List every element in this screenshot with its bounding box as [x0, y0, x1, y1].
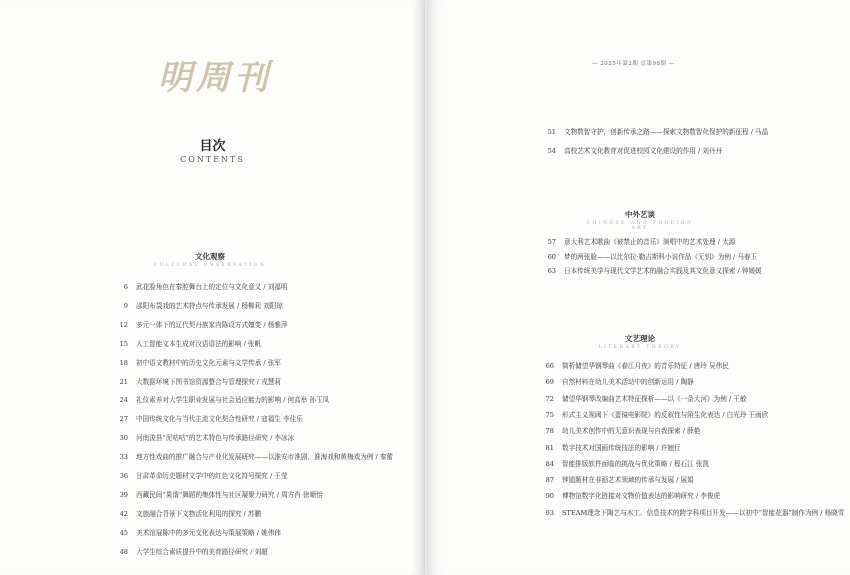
- toc-entry[interactable]: [500, 127, 768, 137]
- entry-title: 数字技术对国画传统技法的影响 / 许翘行: [562, 443, 681, 452]
- entry-page-number: 84: [545, 459, 554, 468]
- toc-entry[interactable]: [90, 358, 281, 368]
- entry-title: 智能排版软件面临的挑战与优化策略 / 程石江 张凯: [562, 459, 709, 468]
- entry-page-number: 48: [119, 547, 128, 556]
- entry-title: 多元一体下的辽代契丹族家内陈设方式嬗变 / 杨雅萍: [136, 320, 288, 329]
- toc-entry[interactable]: [470, 410, 768, 420]
- entry-title: 河南浚县“泥咕咕”的艺术特色与传承路径研究 / 李冰冰: [136, 434, 295, 443]
- entry-page-number: 12: [119, 320, 128, 329]
- toc-entry[interactable]: [90, 471, 287, 481]
- entry-title: 文物数智守护，创新传承之路——探索文物数智化保护的新征程 / 马晶: [564, 128, 769, 136]
- entry-page-number: 93: [545, 508, 554, 517]
- entry-title: 初中语文教材中的历史文化元素与文学传承 / 张军: [136, 358, 281, 367]
- entry-page-number: 81: [545, 443, 554, 452]
- entry-page-number: 30: [119, 434, 128, 443]
- entry-title: 礼仪素养对大学生职业发展与社会适应能力的影响 / 何高举 孙玉凤: [136, 396, 330, 405]
- toc-entry[interactable]: [470, 491, 720, 501]
- entry-page-number: 24: [119, 396, 128, 405]
- entry-title: 甘肃革命历史题材文学中的红色文化符号探究 / 王莹: [136, 472, 288, 480]
- section-title: 文艺理论: [625, 334, 655, 343]
- toc-entry[interactable]: [470, 443, 681, 453]
- entry-title: 自然材料在幼儿美术活动中的创新运用 / 陶静: [562, 378, 694, 387]
- entry-page-number: 54: [547, 146, 556, 155]
- entry-title: 博物馆数字化链接对文物价值表达的影响研究 / 李俊虎: [562, 492, 721, 501]
- toc-entry[interactable]: [90, 490, 323, 500]
- section-subtitle: CULTURAL OBSERVATION: [153, 263, 267, 268]
- entry-page-number: 51: [547, 128, 556, 136]
- toc-entry[interactable]: [90, 339, 261, 349]
- entry-title: STEAM理念下陶艺与木工、信息技术的跨学科项目开发——以初中“智能花器”制作为例 / 杨晓雪: [562, 508, 845, 517]
- section-subtitle: LITERARY THEORY: [598, 345, 682, 350]
- toc-entry[interactable]: [470, 459, 709, 469]
- section-foreign-header: [585, 209, 695, 231]
- entry-title: 简析储望华钢琴曲《春江月夜》的音乐特征 / 唐玲 吴伟民: [562, 362, 729, 370]
- entry-page-number: 72: [545, 394, 554, 403]
- entry-title: 幼儿美术创作中的无意识表现与自我探索 / 薛艳: [562, 427, 701, 436]
- toc-entry[interactable]: [500, 252, 757, 262]
- entry-title: 西藏民间“果谐”舞蹈的集体性与社区凝聚力研究 / 周方肖 徐顺怡: [136, 490, 323, 499]
- entry-page-number: 36: [119, 472, 128, 480]
- entry-page-number: 21: [119, 377, 128, 386]
- entry-title: 武花脸角色在秦腔舞台上的定位与文化意义 / 刘福明: [136, 283, 288, 291]
- entry-title: 高校艺术文化教育对促进校园文化建设的作用 / 刘丹丹: [564, 146, 723, 155]
- toc-entry[interactable]: [90, 528, 281, 538]
- toc-entry[interactable]: [90, 282, 287, 292]
- toc-entry[interactable]: [90, 452, 393, 462]
- masthead-logo: 明周刊: [158, 58, 272, 98]
- section-subtitle: CHINESE AND FOREIGN ART: [586, 221, 694, 231]
- entry-title: 美术馆展陈中的多元文化表达与策展策略 / 姚伟伟: [136, 528, 281, 537]
- entry-page-number: 33: [119, 453, 128, 462]
- entry-page-number: 45: [119, 528, 128, 537]
- entry-page-number: 90: [545, 492, 554, 501]
- entry-title: 文旅融合背景下文物活化利用的探究 / 苏鹏: [136, 509, 262, 518]
- entry-title: 大学生综合素质提升中的美育路径研究 / 刘超: [136, 547, 268, 556]
- entry-title: 地方性戏曲的推广融合与产业化发展研究——以淮安市淮剧、淮海戏和黄梅戏为例 / 秦蕾: [136, 453, 393, 462]
- entry-title: 人工智能文本生成对汉语语法的影响 / 张帆: [136, 339, 262, 348]
- entry-title: 意大利艺术歌曲《被禁止的音乐》演唱中的艺术处理 / 太源: [564, 238, 736, 246]
- toc-entry[interactable]: [90, 509, 261, 519]
- entry-title: 邵阳布袋戏的艺术特点与传承发展 / 杨柳莉 刘阳琼: [136, 301, 283, 310]
- entry-page-number: 6: [123, 283, 128, 291]
- toc-title: 目次: [199, 139, 226, 154]
- toc-entry[interactable]: [500, 237, 735, 247]
- entry-page-number: 75: [545, 410, 554, 419]
- entry-page-number: 69: [545, 378, 554, 387]
- section-culture-header: [150, 251, 270, 268]
- entry-title: 梦的两张脸——以比尔拉·勒吉斯科小说作品《无钥》为例 / 马春玉: [564, 252, 758, 261]
- entry-title: 大数据环境下图书馆资源整合与管理探究 / 戎慧莉: [136, 377, 281, 386]
- entry-title: 日本传统美学与现代文学艺术的融合实践及其文化意义探索 / 钟媛媛: [564, 267, 762, 275]
- entry-page-number: 27: [119, 415, 128, 424]
- entry-page-number: 87: [545, 476, 554, 485]
- entry-page-number: 9: [123, 301, 128, 310]
- toc-entry[interactable]: [90, 395, 329, 405]
- entry-title: 中国传统文化与当代主流文化契合性研究 / 寇福生 李佳乐: [136, 415, 303, 424]
- entry-title: 储望华钢琴改编曲艺术特征探析——以《一条大河》为例 / 王敏: [562, 394, 747, 403]
- entry-page-number: 57: [547, 238, 556, 246]
- toc-entry[interactable]: [470, 394, 746, 404]
- toc-entry[interactable]: [90, 414, 303, 424]
- section-title: 中外艺谈: [625, 210, 655, 219]
- section-theory-header: [585, 333, 695, 350]
- toc-subtitle: CONTENTS: [180, 155, 245, 164]
- section-title: 文化观察: [195, 252, 225, 261]
- toc-entry[interactable]: [470, 426, 700, 436]
- toc-entry[interactable]: [90, 320, 287, 330]
- toc-entry[interactable]: [90, 433, 294, 443]
- toc-entry[interactable]: [90, 377, 281, 387]
- toc-entry[interactable]: [90, 547, 268, 557]
- entry-page-number: 39: [119, 490, 128, 499]
- entry-page-number: 15: [119, 339, 128, 348]
- entry-page-number: 63: [547, 267, 556, 275]
- entry-title: 形式主义视阈下《蛋镜电影院》的反叙性与陌生化表达 / 白光玲 王雨欣: [562, 410, 769, 419]
- toc-entry[interactable]: [90, 301, 283, 311]
- entry-page-number: 78: [545, 427, 554, 436]
- toc-entry[interactable]: [470, 475, 694, 485]
- toc-entry[interactable]: [470, 508, 844, 518]
- issue-line: — 2025年第2期 总第98期 —: [592, 61, 675, 67]
- right-page: [427, 0, 850, 575]
- toc-entry[interactable]: [500, 266, 762, 276]
- toc-entry[interactable]: [500, 146, 722, 156]
- entry-page-number: 66: [545, 362, 554, 370]
- toc-entry[interactable]: [470, 361, 729, 371]
- entry-title: 钟馗题材在非画艺术领域的传承与发展 / 展娟: [562, 476, 694, 485]
- toc-entry[interactable]: [470, 377, 694, 387]
- entry-page-number: 60: [547, 252, 556, 261]
- entry-page-number: 42: [119, 509, 128, 518]
- entry-page-number: 18: [119, 358, 128, 367]
